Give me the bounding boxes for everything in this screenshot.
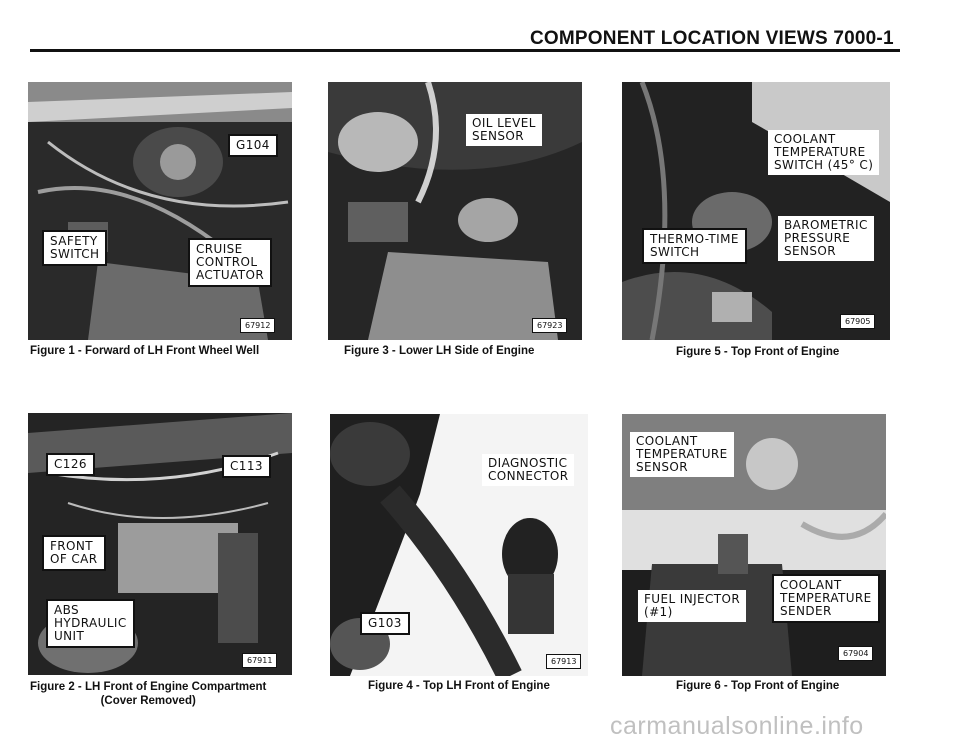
- label-front-of-car: FRONT OF CAR: [42, 535, 106, 571]
- figure-6-caption: Figure 6 - Top Front of Engine: [676, 680, 840, 692]
- label-safety-switch: SAFETY SWITCH: [42, 230, 107, 266]
- label-coolant-temperature-sensor: COOLANT TEMPERATURE SENSOR: [630, 432, 734, 477]
- photo-number: 67911: [242, 653, 277, 668]
- label-g103: G103: [360, 612, 410, 635]
- label-diagnostic-connector: DIAGNOSTIC CONNECTOR: [482, 454, 574, 486]
- figure-1-photo: [28, 82, 292, 340]
- label-g104: G104: [228, 134, 278, 157]
- figure-2-caption: Figure 2 - LH Front of Engine Compartment (Cover Removed): [30, 681, 267, 707]
- figure-6-photo: [622, 414, 886, 676]
- label-oil-level-sensor: OIL LEVEL SENSOR: [466, 114, 542, 146]
- label-barometric-pressure-sensor: BAROMETRIC PRESSURE SENSOR: [778, 216, 874, 261]
- figure-2-photo: [28, 413, 292, 675]
- label-fuel-injector: FUEL INJECTOR (#1): [638, 590, 746, 622]
- label-c113: C113: [222, 455, 271, 478]
- photo-number: 67913: [546, 654, 581, 669]
- watermark: carmanualsonline.info: [610, 712, 864, 740]
- engine-photo-graphic: [28, 82, 292, 340]
- figure-5-photo: [622, 82, 890, 340]
- header-rule: [30, 49, 900, 52]
- engine-photo-graphic: [622, 82, 890, 340]
- photo-number: 67912: [240, 318, 275, 333]
- label-cruise-control-actuator: CRUISE CONTROL ACTUATOR: [188, 238, 272, 287]
- figure-1-caption: Figure 1 - Forward of LH Front Wheel Well: [30, 345, 260, 357]
- label-c126: C126: [46, 453, 95, 476]
- page-title: COMPONENT LOCATION VIEWS 7000-1: [530, 28, 894, 49]
- photo-number: 67923: [532, 318, 567, 333]
- figure-4-caption: Figure 4 - Top LH Front of Engine: [368, 680, 550, 692]
- label-coolant-temperature-switch: COOLANT TEMPERATURE SWITCH (45° C): [768, 130, 879, 175]
- figure-3-photo: [328, 82, 582, 340]
- engine-photo-graphic: [328, 82, 582, 340]
- label-coolant-temperature-sender: COOLANT TEMPERATURE SENDER: [772, 574, 880, 623]
- figure-5-caption: Figure 5 - Top Front of Engine: [676, 346, 840, 358]
- photo-number: 67905: [840, 314, 875, 329]
- label-thermo-time-switch: THERMO-TIME SWITCH: [642, 228, 747, 264]
- label-abs-hydraulic-unit: ABS HYDRAULIC UNIT: [46, 599, 135, 648]
- figure-3-caption: Figure 3 - Lower LH Side of Engine: [344, 345, 535, 357]
- figure-4-photo: [330, 414, 588, 676]
- photo-number: 67904: [838, 646, 873, 661]
